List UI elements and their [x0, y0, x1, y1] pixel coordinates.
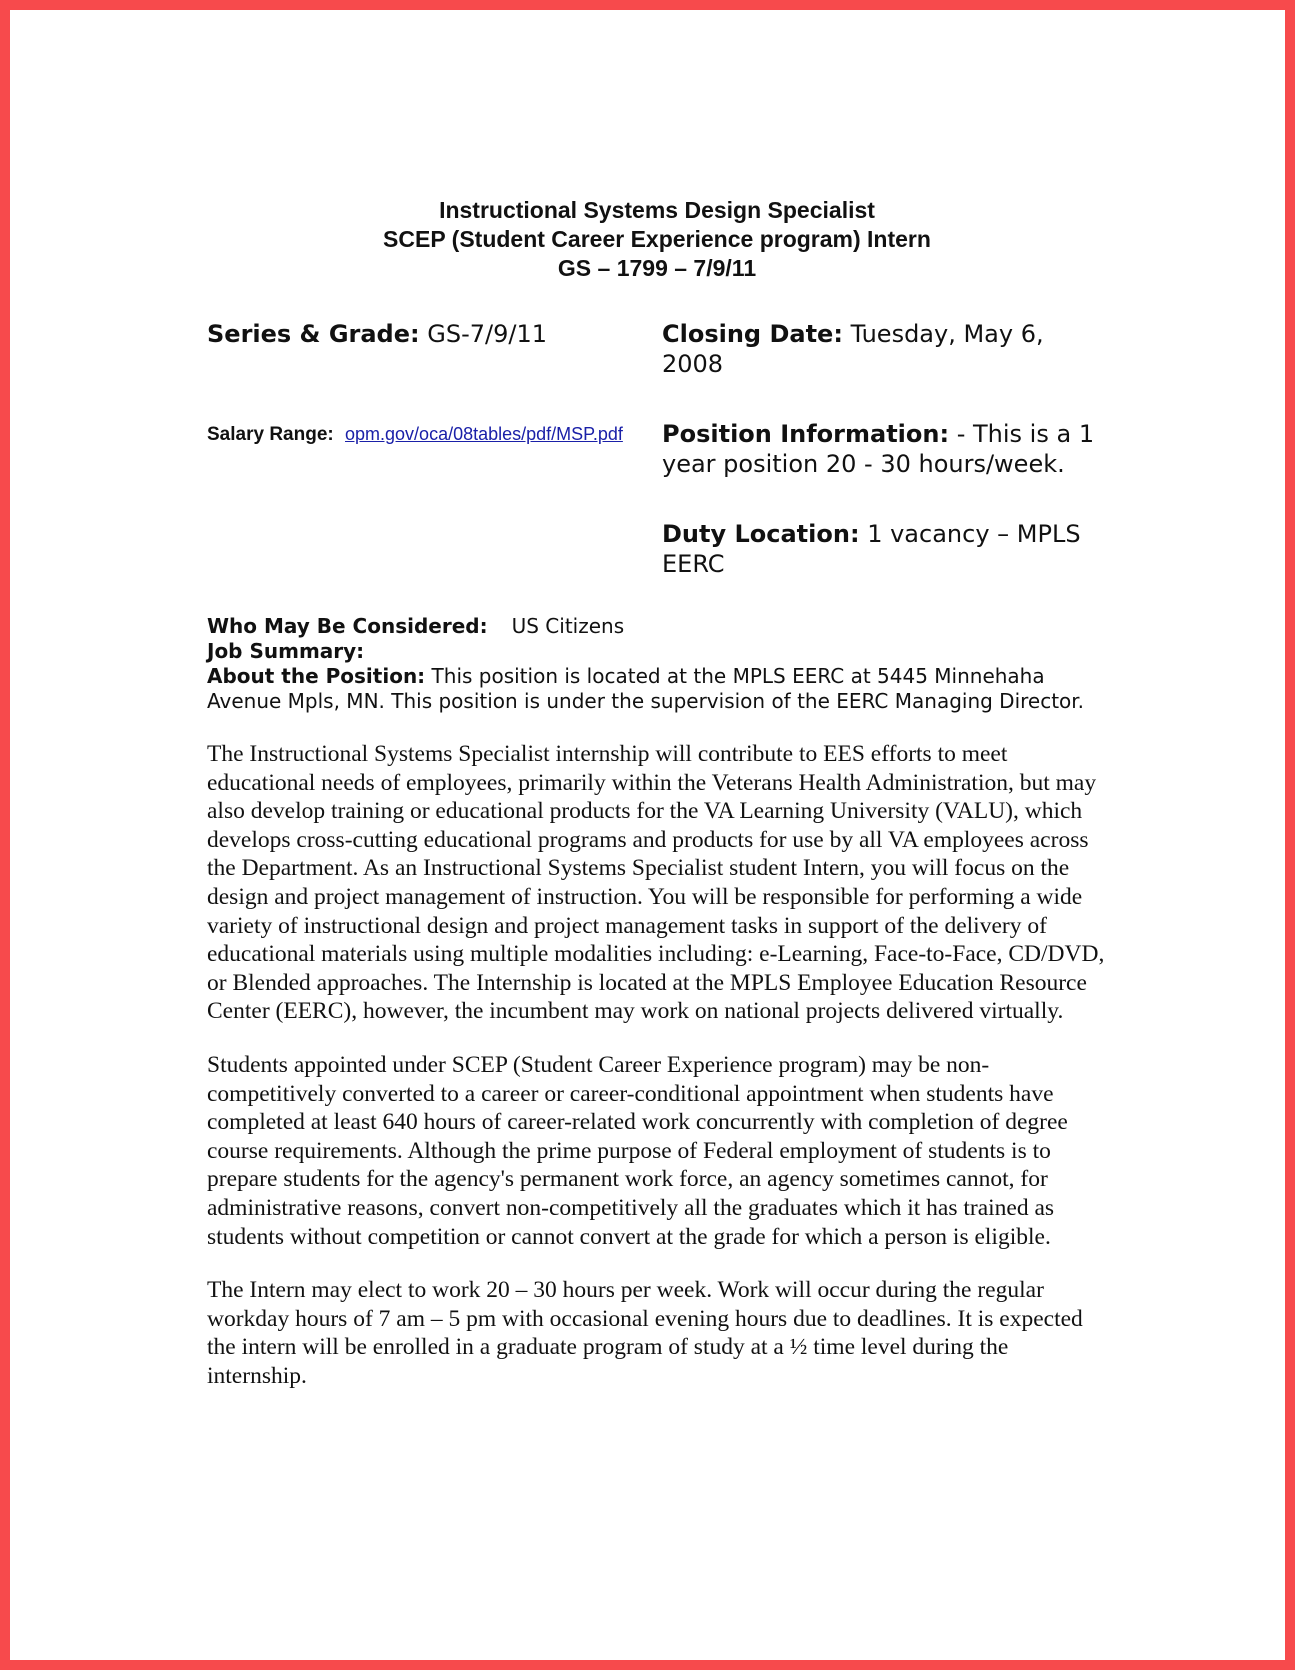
duty-location — [662, 519, 1112, 579]
job-details — [207, 319, 1107, 619]
about-the-position — [207, 664, 1107, 714]
job-summary — [207, 639, 1107, 664]
body-text — [207, 740, 1107, 1390]
about-position-value: This position is located at the MPLS EERC at 5445 Minnehaha Avenue Mpls, MN. This position is under the supervision of the EERC Managing Director. — [207, 664, 1085, 713]
series-grade-label: Series & Grade: — [207, 320, 420, 348]
paragraph-internship: The Instructional Systems Specialist internship will contribute to EES efforts to meet educational needs of employees, primarily within the Veterans Health Administration, but may also develop training or educational products for the VA Learning University (VALU), which develops cross-cutting educational programs and products for use by all VA employees across the Department. As an Instructional Systems Specialist student Intern, you will focus on the design and project management of instruction. You will be responsible for performing a wide variety of instructional design and project management tasks in support of the delivery of educational materials using multiple modalities including: e-Learning, Face-to-Face, CD/DVD, or Blended approaches. The Internship is located at the MPLS Employee Education Resource Center (EERC), however, the incumbent may work on national projects delivered virtually. — [207, 741, 1105, 1025]
closing-date-label: Closing Date: — [662, 320, 843, 348]
salary-range-label: Salary Range: — [207, 424, 334, 445]
position-information-label: Position Information: — [662, 420, 950, 448]
salary-range — [207, 422, 623, 447]
position-information — [662, 419, 1112, 479]
title-line-2: SCEP (Student Career Experience program) Intern — [383, 226, 931, 252]
who-label: Who May Be Considered: — [207, 614, 488, 638]
document-title — [207, 196, 1107, 283]
position-information-value: - This is a 1 year position 20 - 30 hours/week. — [662, 420, 1095, 478]
closing-date — [662, 319, 1102, 379]
title-line-1: Instructional Systems Design Specialist — [439, 197, 875, 223]
duty-location-label: Duty Location: — [662, 520, 860, 548]
document-content — [207, 196, 1107, 1415]
title-line-3: GS – 1799 – 7/9/11 — [557, 255, 757, 281]
paragraph-hours: The Intern may elect to work 20 – 30 hours per week. Work will occur during the regular workday hours of 7 am – 5 pm with occasional evening hours due to deadlines. It is expected the intern will be enrolled in a graduate program of study at a ½ time level during the internship. — [207, 1277, 1083, 1389]
duty-location-value: 1 vacancy – MPLS EERC — [662, 520, 1081, 578]
job-summary-label: Job Summary: — [207, 639, 365, 663]
paragraph-scep: Students appointed under SCEP (Student Career Experience program) may be non-competitively converted to a career or career-conditional appointment when students have completed at least 640 hours of career-related work concurrently with completion of degree course requirements. Although the prime purpose of Federal employment of students is to prepare students for the agency's permanent work force, an agency sometimes cannot, for administrative reasons, convert non-competitively all the graduates which it has trained as students without competition or cannot convert at the grade for which a person is eligible. — [207, 1051, 1068, 1250]
summary-block — [207, 614, 1107, 714]
series-grade-value: GS-7/9/11 — [427, 320, 548, 348]
series-grade — [207, 319, 547, 349]
who-value: US Citizens — [511, 614, 625, 638]
salary-range-link[interactable]: opm.gov/oca/08tables/pdf/MSP.pdf — [345, 424, 623, 444]
about-position-label: About the Position: — [207, 664, 426, 688]
closing-date-value: Tuesday, May 6, 2008 — [662, 320, 1044, 378]
